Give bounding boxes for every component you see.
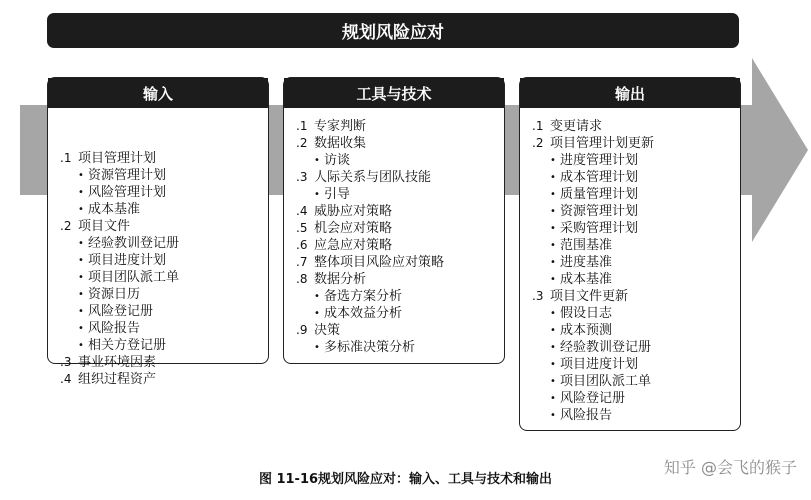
bullet-icon: • — [78, 340, 84, 351]
list-item — [296, 254, 504, 271]
list-item — [532, 373, 740, 390]
item-number: .3 — [532, 289, 544, 303]
item-number: .2 — [296, 136, 308, 150]
item-label: 多标准决策分析 — [324, 340, 416, 355]
bullet-icon: • — [314, 291, 320, 302]
list-item — [532, 135, 740, 152]
bullet-icon: • — [314, 308, 320, 319]
list-item — [532, 339, 740, 356]
bullet-icon: • — [78, 170, 84, 181]
item-label: 项目团队派工单 — [88, 270, 180, 285]
item-label: 项目管理计划更新 — [550, 136, 655, 151]
tools-list — [284, 108, 504, 356]
item-label: 项目进度计划 — [560, 357, 639, 372]
list-item — [60, 252, 268, 269]
list-item — [296, 339, 504, 356]
bullet-icon: • — [78, 204, 84, 215]
item-number: .9 — [296, 323, 308, 337]
item-label: 成本预测 — [560, 323, 613, 338]
list-item — [532, 186, 740, 203]
list-item — [296, 271, 504, 288]
item-number: .1 — [296, 119, 308, 133]
list-item — [532, 254, 740, 271]
watermark: 知乎 @会飞的猴子 — [663, 458, 797, 477]
bullet-icon: • — [550, 189, 556, 200]
item-label: 决策 — [314, 323, 341, 338]
list-item — [60, 184, 268, 201]
list-item — [532, 118, 740, 135]
item-label: 风险报告 — [560, 408, 613, 423]
list-item — [296, 220, 504, 237]
list-item — [532, 407, 740, 424]
list-item — [296, 322, 504, 339]
item-label: 成本管理计划 — [560, 170, 639, 185]
list-item — [60, 320, 268, 337]
list-item — [296, 135, 504, 152]
bullet-icon: • — [550, 172, 556, 183]
item-label: 人际关系与团队技能 — [314, 170, 432, 185]
bullet-icon: • — [78, 289, 84, 300]
item-label: 成本效益分析 — [324, 306, 403, 321]
item-label: 风险管理计划 — [88, 185, 167, 200]
list-item — [296, 118, 504, 135]
item-label: 风险报告 — [88, 321, 141, 336]
item-label: 成本基准 — [560, 272, 613, 287]
bullet-icon: • — [550, 223, 556, 234]
list-item — [532, 203, 740, 220]
item-number: .3 — [60, 355, 72, 369]
list-item — [296, 169, 504, 186]
list-item — [296, 186, 504, 203]
item-number: .2 — [532, 136, 544, 150]
list-item — [532, 322, 740, 339]
list-item — [532, 237, 740, 254]
list-item — [532, 271, 740, 288]
page-title: 规划风险应对 — [47, 13, 739, 48]
bullet-icon: • — [550, 393, 556, 404]
bullet-icon: • — [314, 342, 320, 353]
item-number: .2 — [60, 219, 72, 233]
list-item — [532, 152, 740, 169]
item-number: .4 — [60, 372, 72, 386]
bullet-icon: • — [78, 187, 84, 198]
item-label: 资源管理计划 — [560, 204, 639, 219]
list-item — [532, 305, 740, 322]
item-label: 进度基准 — [560, 255, 613, 270]
list-item — [60, 303, 268, 320]
list-item — [296, 203, 504, 220]
item-label: 资源日历 — [88, 287, 141, 302]
item-label: 风险登记册 — [560, 391, 626, 406]
bullet-icon: • — [550, 240, 556, 251]
bullet-icon: • — [78, 238, 84, 249]
item-label: 项目文件更新 — [550, 289, 629, 304]
list-item — [60, 371, 268, 388]
item-label: 质量管理计划 — [560, 187, 639, 202]
list-item — [296, 288, 504, 305]
item-label: 组织过程资产 — [78, 372, 157, 387]
item-label: 备选方案分析 — [324, 289, 403, 304]
list-item — [532, 288, 740, 305]
item-label: 范围基准 — [560, 238, 613, 253]
inputs-header: 输入 — [48, 78, 268, 108]
bullet-icon: • — [550, 155, 556, 166]
item-label: 数据收集 — [314, 136, 367, 151]
item-label: 相关方登记册 — [88, 338, 167, 353]
bullet-icon: • — [78, 306, 84, 317]
item-label: 访谈 — [324, 153, 351, 168]
list-item — [532, 356, 740, 373]
item-label: 项目管理计划 — [78, 151, 157, 166]
item-label: 经验教训登记册 — [560, 340, 652, 355]
item-number: .8 — [296, 272, 308, 286]
bullet-icon: • — [78, 323, 84, 334]
list-item — [296, 152, 504, 169]
list-item — [60, 235, 268, 252]
tools-panel — [283, 77, 505, 364]
bullet-icon: • — [78, 272, 84, 283]
item-number: .6 — [296, 238, 308, 252]
bullet-icon: • — [550, 410, 556, 421]
list-item — [60, 150, 268, 167]
item-label: 机会应对策略 — [314, 221, 393, 236]
inputs-list — [48, 108, 268, 388]
figure-caption: 图 11-16规划风险应对：输入、工具与技术和输出 — [258, 472, 553, 487]
list-item — [60, 337, 268, 354]
bullet-icon: • — [550, 308, 556, 319]
item-label: 数据分析 — [314, 272, 367, 287]
item-number: .3 — [296, 170, 308, 184]
outputs-panel — [519, 77, 741, 431]
list-item — [532, 220, 740, 237]
outputs-header: 输出 — [520, 78, 740, 108]
item-label: 项目进度计划 — [88, 253, 167, 268]
item-label: 成本基准 — [88, 202, 141, 217]
item-label: 整体项目风险应对策略 — [314, 255, 445, 270]
item-label: 资源管理计划 — [88, 168, 167, 183]
bullet-icon: • — [78, 255, 84, 266]
item-label: 威胁应对策略 — [314, 204, 393, 219]
item-number: .4 — [296, 204, 308, 218]
item-label: 项目文件 — [78, 219, 131, 234]
item-label: 事业环境因素 — [78, 355, 157, 370]
tools-header: 工具与技术 — [284, 78, 504, 108]
bullet-icon: • — [314, 155, 320, 166]
list-item — [532, 169, 740, 186]
item-label: 假设日志 — [560, 306, 613, 321]
bullet-icon: • — [550, 342, 556, 353]
item-label: 风险登记册 — [88, 304, 154, 319]
bullet-icon: • — [550, 359, 556, 370]
list-item — [60, 218, 268, 235]
item-label: 变更请求 — [550, 119, 603, 134]
item-label: 专家判断 — [314, 119, 367, 134]
outputs-list — [520, 108, 740, 424]
item-label: 应急应对策略 — [314, 238, 393, 253]
item-number: .5 — [296, 221, 308, 235]
bullet-icon: • — [314, 189, 320, 200]
inputs-panel — [47, 77, 269, 387]
bullet-icon: • — [550, 325, 556, 336]
list-item — [296, 237, 504, 254]
item-label: 引导 — [324, 187, 351, 202]
item-number: .1 — [60, 151, 72, 165]
list-item — [60, 201, 268, 218]
bullet-icon: • — [550, 206, 556, 217]
bullet-icon: • — [550, 274, 556, 285]
list-item — [532, 390, 740, 407]
item-label: 采购管理计划 — [560, 221, 639, 236]
list-item — [60, 167, 268, 184]
list-item — [60, 269, 268, 286]
item-number: .1 — [532, 119, 544, 133]
item-label: 进度管理计划 — [560, 153, 639, 168]
bullet-icon: • — [550, 376, 556, 387]
list-item — [60, 286, 268, 303]
bullet-icon: • — [550, 257, 556, 268]
item-number: .7 — [296, 255, 308, 269]
item-label: 经验教训登记册 — [88, 236, 180, 251]
list-item — [296, 305, 504, 322]
item-label: 项目团队派工单 — [560, 374, 652, 389]
list-item — [60, 354, 268, 371]
